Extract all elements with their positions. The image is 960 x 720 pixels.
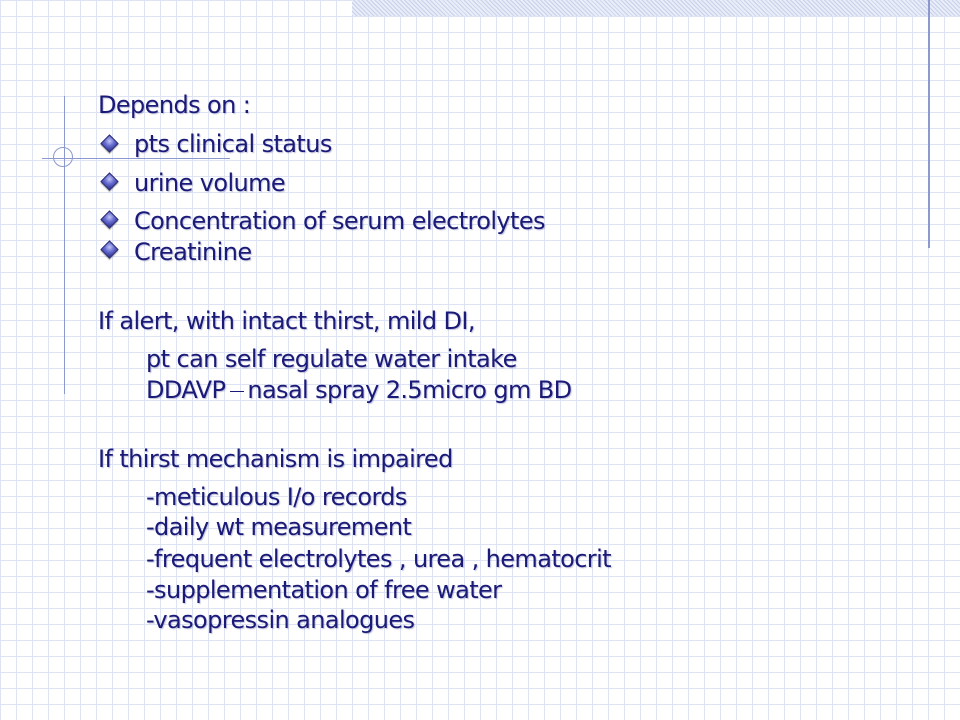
text-line: -supplementation of free water (146, 576, 502, 604)
ddavp-line (146, 375, 572, 405)
text-line: pt can self regulate water intake (146, 345, 517, 373)
heading-thirst-impaired: If thirst mechanism is impaired (98, 445, 453, 473)
diamond-bullet-icon (100, 240, 118, 258)
dash-separator (230, 391, 244, 392)
right-accent-line (928, 0, 930, 248)
top-decorative-band (352, 0, 960, 16)
heading-if-alert: If alert, with intact thirst, mild DI, (98, 307, 475, 335)
ddavp-dosage: nasal spray 2.5micro gm BD (247, 376, 572, 404)
bullet-item: Concentration of serum electrolytes (134, 207, 545, 235)
diamond-bullet-icon (100, 210, 118, 228)
bullet-item: urine volume (134, 169, 286, 197)
text-line: -meticulous I/o records (146, 483, 407, 511)
accent-circle (53, 147, 73, 167)
text-line: -frequent electrolytes , urea , hematocrit (146, 545, 611, 573)
diamond-bullet-icon (100, 134, 118, 152)
text-line: -vasopressin analogues (146, 606, 415, 634)
bullet-item: Creatinine (134, 238, 252, 266)
left-accent-line (64, 96, 65, 394)
heading-depends-on: Depends on : (98, 91, 251, 119)
diamond-bullet-icon (100, 172, 118, 190)
text-line: -daily wt measurement (146, 513, 412, 541)
bullet-item: pts clinical status (134, 130, 332, 158)
ddavp-label: DDAVP (146, 376, 226, 404)
